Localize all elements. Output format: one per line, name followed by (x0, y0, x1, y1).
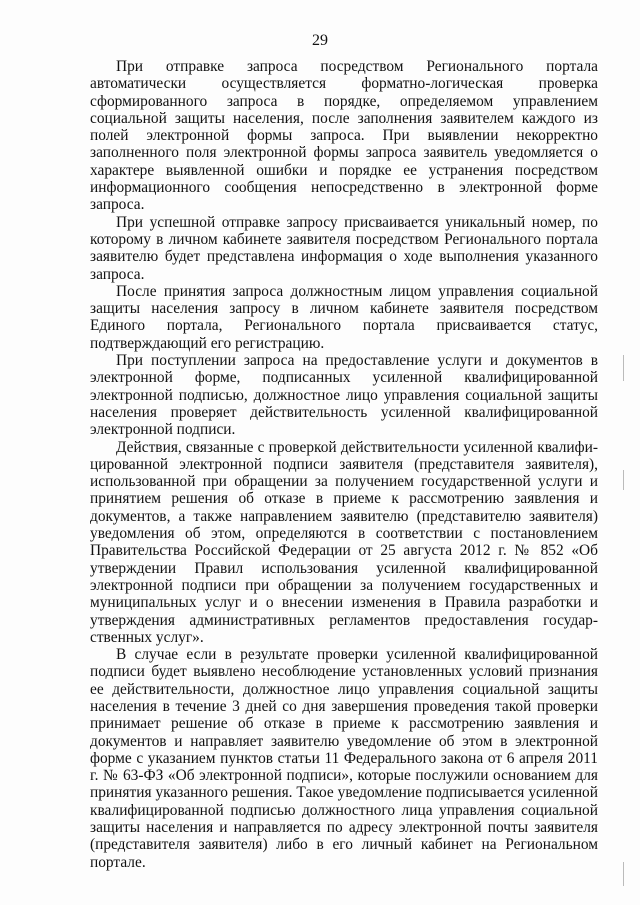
paragraph-form-validation: При отправке запроса посредством Регионального портала автоматически осуществляется форматно-логическая проверка сформированного запроса в порядке, определяемом управлением социальной защиты населения, после заполнения заявителем каждого из полей электронной формы запроса. При выявлении некорректно заполненного поля электронной формы запроса заявитель уведомляется о характере выявленной ошибки и порядке ее устранения посредством информационного сообщения непосредственно в электронной форме запроса. (90, 58, 598, 214)
page-number: 29 (312, 32, 328, 49)
scan-edge-mark (623, 862, 624, 886)
scan-edge-mark (623, 355, 624, 381)
paragraph-unique-number: При успешной отправке запросу присваивается уникальный номер, по которому в личном кабинете заявителя посредством Регионального портала заявителю будет представлена информация о ходе выполнения указанного запроса. (90, 213, 598, 283)
paragraph-signature-actions: Действия, связанные с проверкой действительности усиленной квалифицированной электронной подписи заявителя (представителя заявителя), использованной при обращении за получением государственной услуги и принятием решения об отказе в приеме к рассмотрению заявления и документов, а также направлением заявителю (представителю заявителя) уведомления об этом, определяются в соответствии с постановлением Правительства Российской Федерации от 25 августа 2012 г. № 852 «Об утверждении Правил использования усиленной квалифицированной электронной подписи при обращении за получением государственных и муниципальных услуг и о внесении изменения в Правила разработки и утверждения административных регламентов предоставления государственных услуг». (90, 438, 598, 646)
paragraph-signature-check: При поступлении запроса на предоставление услуги и документов в электронной форме, подписанных усиленной квалифицированной электронной подписью, должностное лицо управления социальной защиты населения проверяет действительность усиленной квалифицированной электронной подписи. (90, 352, 598, 439)
scan-edge-mark (623, 470, 624, 490)
paragraph-refusal-notice: В случае если в результате проверки усиленной квалифицированной подписи будет выявлено несоблюдение установленных условий признания ее действительности, должностное лицо управления социальной защиты населения в течение 3 дней со дня завершения проведения такой проверки принимает решение об отказе в приеме к рассмотрению заявления и документов и направляет заявителю уведомление об этом в электронной форме с указанием пунктов статьи 11 Федерального закона от 6 апреля 2011 г. № 63-ФЗ «Об электронной подписи», которые послужили основанием для принятия указанного решения. Такое уведомление подписывается усиленной квалифицированной подписью должностного лица управления социальной защиты населения и направляется по адресу электронной почты заявителя (представителя заявителя) либо в его личный кабинет на Региональном портале. (90, 646, 598, 871)
paragraph-registration-status: После принятия запроса должностным лицом управления социальной защиты населения запросу в личном кабинете заявителя посредством Единого портала, Регионального портала присваивается статус, подтверждающий его регистрацию. (90, 282, 598, 352)
document-body (90, 58, 598, 871)
